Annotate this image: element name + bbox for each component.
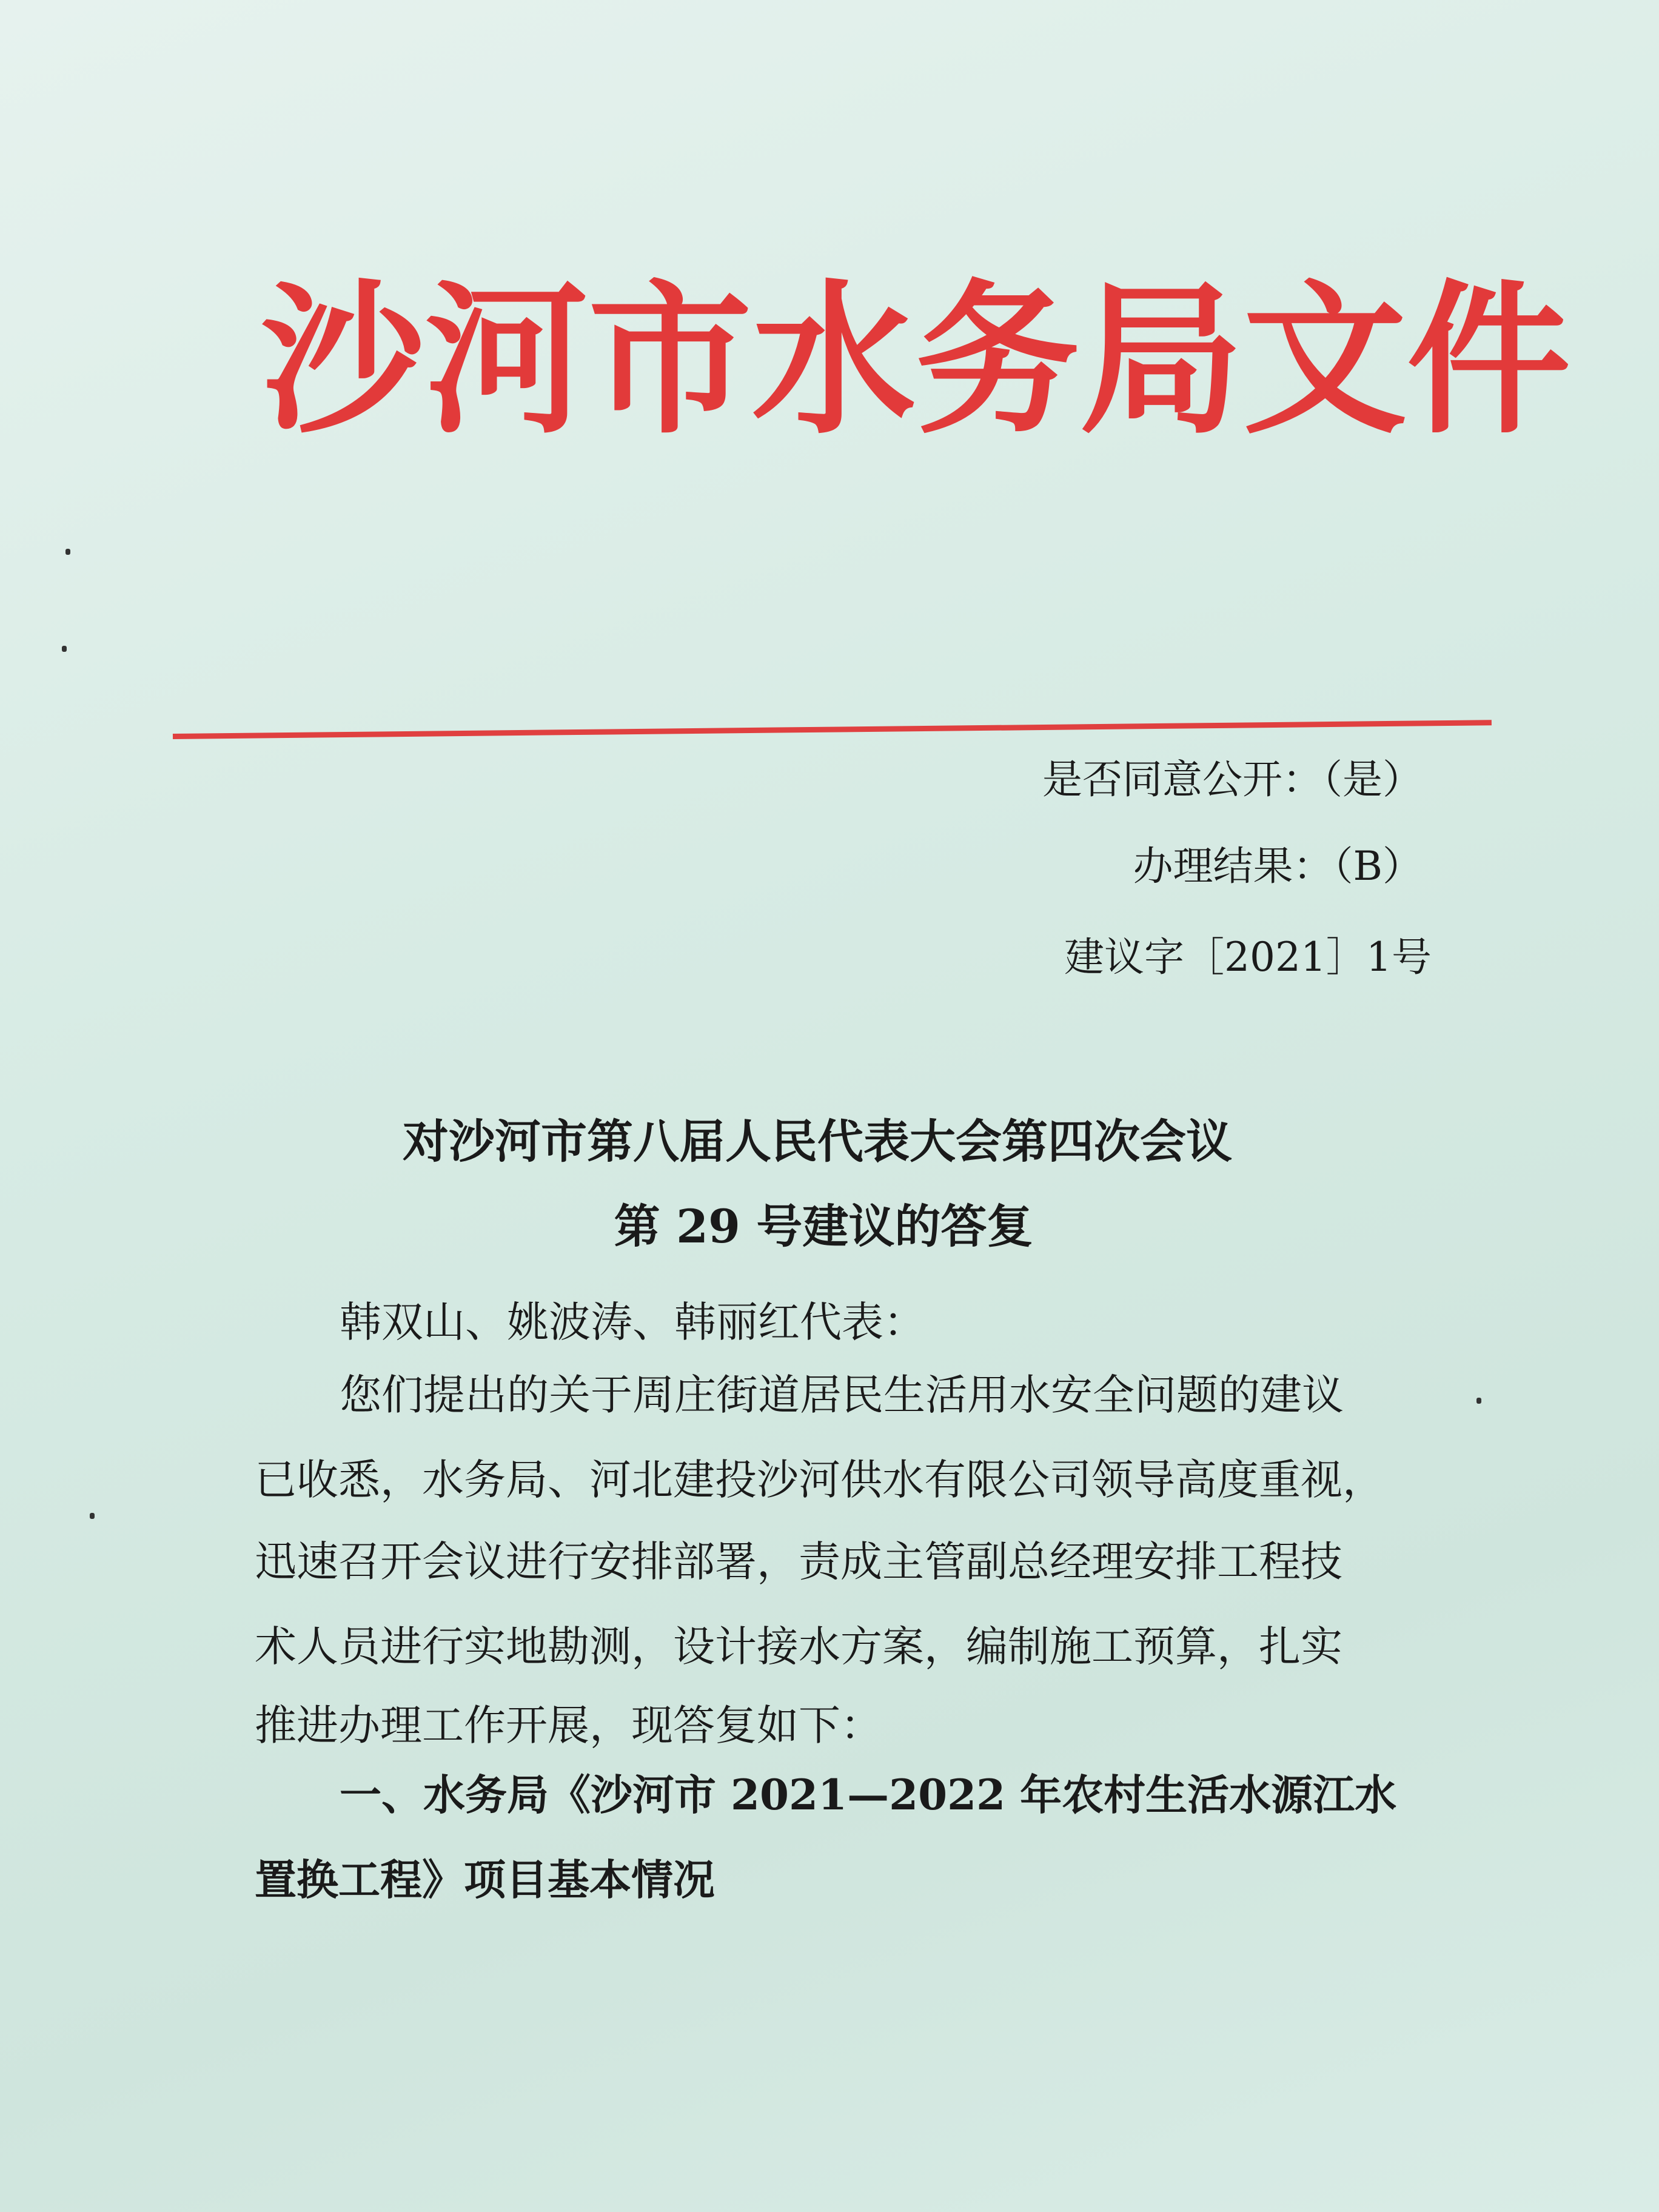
- section-heading-line: 一、水务局《沙河市 2021—2022 年农村生活水源江水: [340, 1771, 1397, 1820]
- paragraph-line: 您们提出的关于周庄街道居民生活用水安全问题的建议: [340, 1371, 1344, 1419]
- handling-result: 办理结果：（B）: [1133, 843, 1423, 890]
- paper-speck: [65, 549, 70, 555]
- document-title-line-1: 对沙河市第八届人民代表大会第四次会议: [403, 1114, 1232, 1168]
- header-divider-line: [173, 720, 1492, 739]
- paragraph-line: 迅速召开会议进行安排部署，责成主管副总经理安排工程技: [255, 1538, 1342, 1586]
- salutation: 韩双山、姚波涛、韩丽红代表：: [340, 1298, 925, 1347]
- paper-speck: [62, 646, 67, 652]
- section-heading-line: 置换工程》项目基本情况: [255, 1855, 715, 1905]
- document-title-line-2: 第 29 号建议的答复: [614, 1199, 1033, 1253]
- paragraph-line: 推进办理工作开展，现答复如下：: [255, 1701, 882, 1750]
- document-number: 建议字［2021］1号: [1064, 934, 1432, 980]
- document-header-title: 沙河市水务局文件: [261, 265, 1570, 456]
- paragraph-line: 术人员进行实地勘测，设计接水方案，编制施工预算，扎实: [255, 1623, 1342, 1671]
- paragraph-line: 已收悉，水务局、河北建投沙河供水有限公司领导高度重视，: [255, 1456, 1384, 1504]
- paper-speck: [1476, 1398, 1481, 1404]
- disclosure-status: 是否同意公开：（是）: [1042, 756, 1423, 803]
- paper-speck: [90, 1513, 95, 1519]
